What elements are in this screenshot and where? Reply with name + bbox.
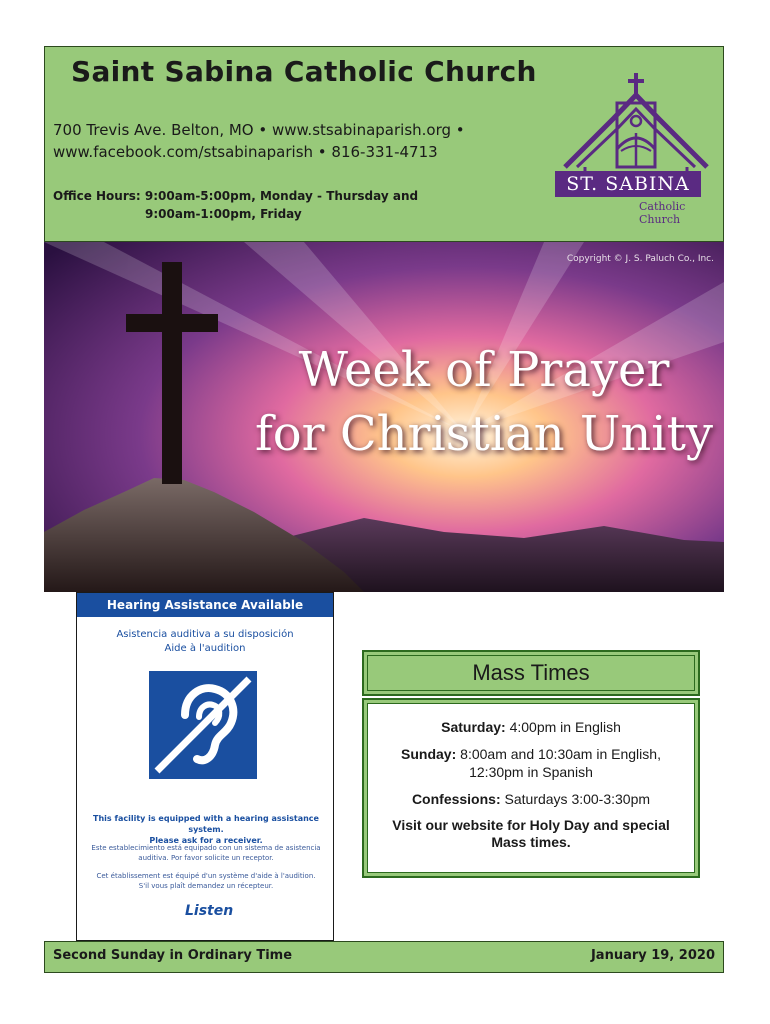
sunday-text: 8:00am and 10:30am in English, <box>456 746 661 762</box>
banner-image <box>44 242 724 592</box>
banner-title-line2: for Christian Unity <box>255 406 713 462</box>
saturday-label: Saturday: <box>441 719 506 735</box>
sunday-text2: 12:30pm in Spanish <box>469 764 593 780</box>
church-name: Saint Sabina Catholic Church <box>71 55 537 88</box>
saturday-mass <box>368 718 694 736</box>
hearing-notice <box>83 813 329 846</box>
footer-bar <box>44 941 724 973</box>
bulletin-date: January 19, 2020 <box>590 948 715 963</box>
banner-title-line1: Week of Prayer <box>298 342 670 398</box>
confessions <box>368 790 694 808</box>
hearing-ear-icon <box>149 671 257 779</box>
mass-times-content <box>367 703 695 873</box>
saturday-text: 4:00pm in English <box>505 719 621 735</box>
office-hours-line1: Office Hours: 9:00am-5:00pm, Monday - Thursday and <box>53 189 419 203</box>
office-hours-line2: 9:00am-1:00pm, Friday <box>145 207 302 221</box>
logo-text: ST. SABINA <box>555 171 701 197</box>
header-box <box>44 46 724 242</box>
confessions-label: Confessions: <box>411 791 501 807</box>
mass-times-box <box>362 698 700 878</box>
hearing-french-detail: Cet établissement est équipé d'un système d'aide à l'audition. S'il vous plaît demandez un récepteur. <box>96 872 316 890</box>
visit-line1: Visit our website for Holy Day and special <box>392 817 670 833</box>
visit-line2: Mass times. <box>491 834 571 850</box>
hearing-notice-line1: This facility is equipped with a hearing assistance system. <box>93 814 319 834</box>
visit-website-note <box>368 817 694 851</box>
banner-title <box>224 338 724 466</box>
listen-logo: Listen <box>185 903 234 919</box>
hearing-french: Aide à l'audition <box>164 643 246 654</box>
hearing-spanish: Asistencia auditiva a su disposición <box>116 629 294 640</box>
confessions-text: Saturdays 3:00-3:30pm <box>500 791 651 807</box>
copyright-notice: Copyright © J. S. Paluch Co., Inc. <box>566 254 714 264</box>
mass-times-title: Mass Times <box>367 655 695 691</box>
hearing-spanish-detail: Este establecimiento está equipado con un sistema de asistencia auditiva. Por favor solicite un receptor. <box>91 844 321 862</box>
address-block <box>53 119 553 163</box>
hearing-assistance-poster <box>76 592 334 941</box>
liturgical-day: Second Sunday in Ordinary Time <box>53 948 293 963</box>
logo-subtext: Catholic Church <box>639 200 686 226</box>
office-hours <box>53 187 418 223</box>
sunday-label: Sunday: <box>401 746 457 762</box>
contact-line: www.facebook.com/stsabinaparish • 816-331-4713 <box>53 143 438 161</box>
mass-times-title-box <box>362 650 700 696</box>
sunday-mass <box>368 745 694 781</box>
address-line: 700 Trevis Ave. Belton, MO • www.stsabinaparish.org • <box>53 121 465 139</box>
hearing-header: Hearing Assistance Available <box>77 593 333 617</box>
hearing-notice-line2: Please ask for a receiver. <box>149 836 263 845</box>
